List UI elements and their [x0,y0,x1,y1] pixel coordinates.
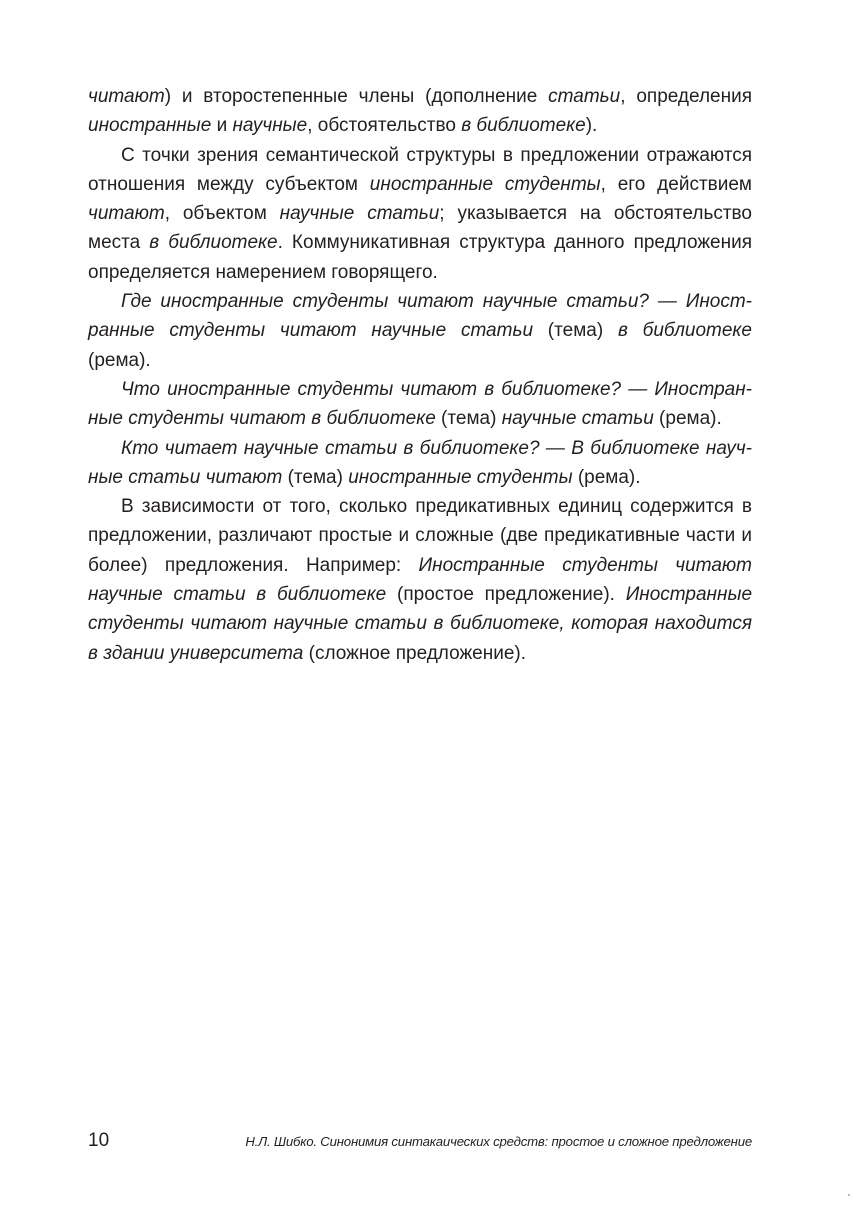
paragraph [88,375,752,434]
text-segment: (тема) [533,320,618,342]
text-segment: (простое предложение). [386,584,626,606]
text-segment: ; указывается на обстоятельство места [88,203,752,254]
italic-text-segment: иностранные студенты [369,173,601,195]
paragraph [88,492,752,668]
text-segment: (рема). [88,349,151,371]
italic-text-segment: научные [232,115,308,137]
page-footer [88,1129,752,1153]
italic-text-segment: иностранные студенты [348,466,573,488]
italic-text-segment: в библиотеке [149,232,278,254]
italic-text-segment: в библиотеке [461,115,586,137]
paragraph [88,434,752,493]
italic-text-segment: Где иностранные студенты читают научные статьи? — Иностранные студенты читают научные статьи [88,291,752,342]
italic-text-segment: Иностранные студенты читают научные статьи в библиотеке [88,554,752,606]
text-segment: . Коммуникативная структура данного предложения определяется намерением говорящего. [88,232,752,283]
text-segment: (тема) [282,466,349,488]
italic-text-segment: статьи [548,86,621,107]
text-segment: (тема) [435,408,502,430]
text-segment: С точки зрения семантической структуры в предложении отражаются отношения между субъектом [88,144,752,195]
paragraph [88,141,752,287]
text-segment: ). [585,115,598,137]
paragraph [88,82,752,141]
italic-text-segment: Кто читает научные статьи в библиотеке? — В библиотеке научные статьи читают [88,437,752,488]
text-segment: В зависимости от того, сколько предикативных единиц содержится в предложении, различают простые и сложные (две предикативные части и более) предложения. Например: [88,496,752,576]
paragraph [88,287,752,375]
italic-text-segment: в библиотеке [617,320,752,342]
italic-text-segment: иностранные [88,115,212,137]
text-segment: , его действием [600,173,752,195]
text-segment: (сложное предложение). [303,642,527,664]
text-segment: (рема). [653,408,722,430]
text-segment: и [211,115,233,137]
italic-text-segment: читают [88,86,165,107]
text-segment: , определения [620,86,752,107]
italic-text-segment: Иностранные студенты читают научные статьи в библиотеке, которая находится в здании университета [88,584,753,664]
text-segment: , объектом [164,203,280,225]
italic-text-segment: научные статьи [501,408,654,430]
italic-text-segment: Что иностранные студенты читают в библиотеке? — Иностранные студенты читают в библиотеке [88,378,752,430]
text-segment: (рема). [572,466,641,488]
page-body [88,82,752,668]
running-title: Н.Л. Шибко. Синонимия синтакаических средств: простое и сложное предложение [245,1134,752,1149]
italic-text-segment: научные статьи [279,203,440,225]
text-segment: , обстоятельство [307,115,462,137]
text-segment: ) и второстепенные члены (дополнение [164,86,549,107]
italic-text-segment: читают [88,203,165,225]
crop-mark-bottom-right [848,1194,850,1196]
page-number: 10 [88,1130,110,1151]
